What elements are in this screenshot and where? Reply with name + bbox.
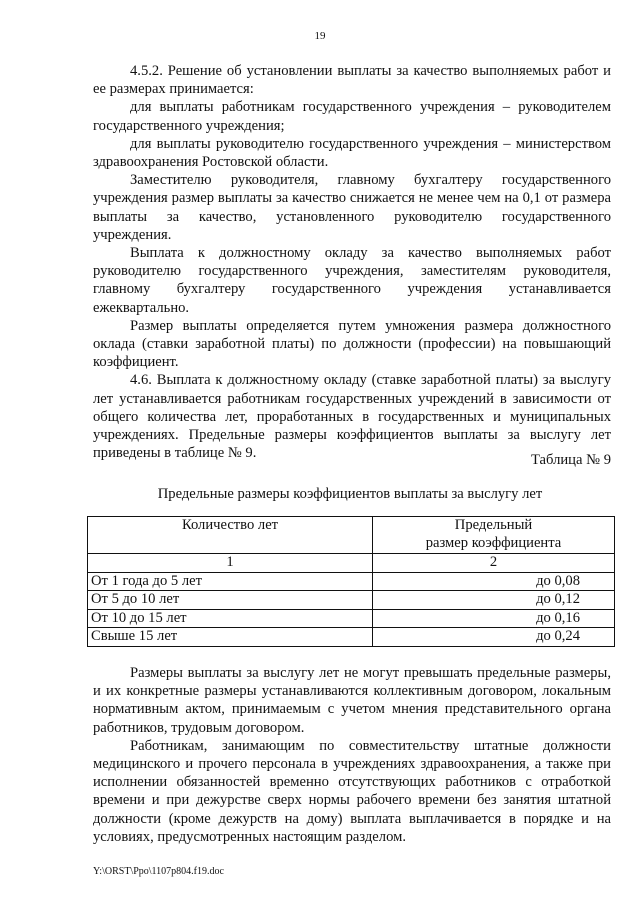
table-row [88,591,615,610]
coefficient-table [87,516,615,647]
table-title: Предельные размеры коэффициентов выплаты за выслугу лет [157,486,543,502]
paragraph: Размеры выплаты за выслугу лет не могут превышать предельные размеры, и их конкретные размеры устанавливаются коллективным договором, локальным нормативным актом, принимаемым с учетом мнения представительного органа работников, трудовым договором. [93,665,611,736]
table-cell: до 0,12 [373,591,615,610]
table-cell: до 0,24 [373,628,615,647]
header-years: Количество лет [88,517,373,554]
paragraph: Размер выплаты определяется путем умножения размера должностного оклада (ставки заработной платы) по должности (профессии) на повышающий коэффициент. [93,317,611,371]
paragraph: Работникам, занимающим по совместительству штатные должности медицинского и прочего персонала в учреждениях здравоохранения, а также при исполнении обязанностей временно отсутствующих работников с отработкой времени и при дежурстве сверх нормы рабочего времени без занятия штатной должности (кроме дежурств на дому) выплата выплачивается в порядке и на условиях, предусмотренных настоящим разделом. [93,737,611,845]
table-cell: до 0,08 [373,572,615,591]
table-cell: От 1 года до 5 лет [88,572,373,591]
table-cell: 1 [88,554,373,573]
page-number: 19 [314,30,326,42]
paragraph: для выплаты руководителю государственного учреждения – министерством здравоохранения Ростовской области. [93,135,611,171]
header-coefficient [373,517,615,554]
table-cell: Свыше 15 лет [88,628,373,647]
paragraph: Заместителю руководителя, главному бухгалтеру государственного учреждения размер выплаты за качество снижается не менее чем на 0,1 от размера выплаты за качество, установленного руководителю государственного учреждения. [93,172,611,243]
table-cell: 2 [373,554,615,573]
table-row [88,609,615,628]
table-label: Таблица № 9 [531,452,611,468]
paragraph: 4.6. Выплата к должностному окладу (ставке заработной платы) за выслугу лет устанавливается работникам государственных учреждений в зависимости от общего количества лет, проработанных в государственных и муниципальных учреждениях. Предельные размеры коэффициентов выплаты за выслугу лет приведены в таблице № 9. [93,372,611,462]
table-cell: От 10 до 15 лет [88,609,373,628]
paragraph: Выплата к должностному окладу за качество выполняемых работ руководителю государственного учреждения, заместителям руководителя, главному бухгалтеру государственного учреждения устанавливается ежеквартально. [93,245,611,316]
body-text-bottom [93,664,611,846]
table-cell: до 0,16 [373,609,615,628]
header-coefficient-line1: Предельный [454,517,533,533]
table-cell: От 5 до 10 лет [88,591,373,610]
body-text-top [93,62,611,462]
table-header-row [88,517,615,554]
document-path-footer: Y:\ORST\Ppo\1107p804.f19.doc [93,866,224,877]
paragraph: 4.5.2. Решение об установлении выплаты за качество выполняемых работ и ее размерах принимается: [93,63,611,98]
paragraph: для выплаты работникам государственного учреждения – руководителем государственного учреждения; [93,99,611,134]
header-coefficient-line2: размер коэффициента [425,534,562,551]
table-numbering-row [88,554,615,573]
table-row [88,628,615,647]
table-row [88,572,615,591]
